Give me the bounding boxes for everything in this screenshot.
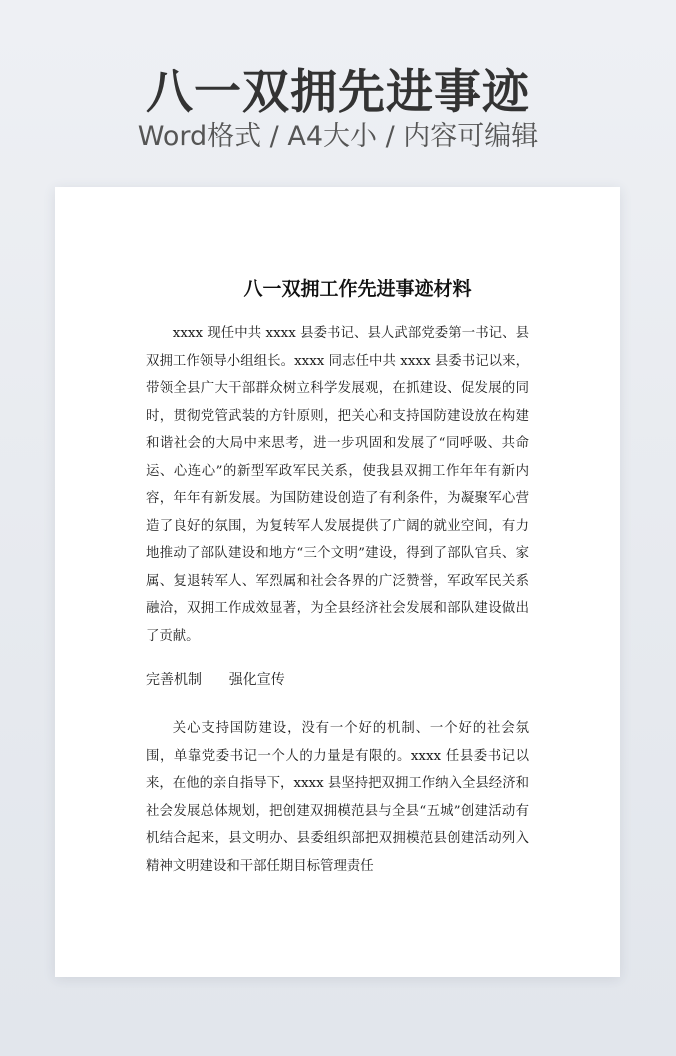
poster-subtitle: Word格式 / A4大小 / 内容可编辑	[137, 121, 539, 152]
document-paragraph: 关心支持国防建设，没有一个好的机制、一个好的社会氛围，单靠党委书记一个人的力量是有限的。xxxx 任县委书记以来，在他的亲自指导下，xxxx 县坚持把双拥工作纳入全县经济和社会发展总体规划，把创建双拥模范县与全县“五城”创建活动有机结合起来，县文明办、县委组织部把双拥模范县创建活动列入精神文明建设和干部任期目标管理责任	[146, 721, 529, 874]
document-title: 八一双拥工作先进事迹材料	[243, 278, 472, 300]
poster-title: 八一双拥先进事迹	[146, 65, 530, 120]
document-page	[55, 187, 620, 977]
document-paragraph: xxxx 现任中共 xxxx 县委书记、县人武部党委第一书记、县双拥工作领导小组组长。xxxx 同志任中共 xxxx 县委书记以来，带领全县广大干部群众树立科学发展观，在抓建设、促发展的同时，贯彻党管武装的方针原则，把关心和支持国防建设放在构建和谐社会的大局中来思考，进一步巩固和发展了“同呼吸、共命运、心连心”的新型军政军民关系，使我县双拥工作年年有新内容，年年有新发展。为国防建设创造了有利条件，为凝聚军心营造了良好的氛围，为复转军人发展提供了广阔的就业空间，有力地推动了部队建设和地方“三个文明”建设，得到了部队官兵、家属、复退转军人、军烈属和社会各界的广泛赞誉，军政军民关系融洽，双拥工作成效显著，为全县经济社会发展和部队建设做出了贡献。	[146, 326, 529, 644]
section-heading: 完善机制 强化宣传	[146, 672, 285, 688]
